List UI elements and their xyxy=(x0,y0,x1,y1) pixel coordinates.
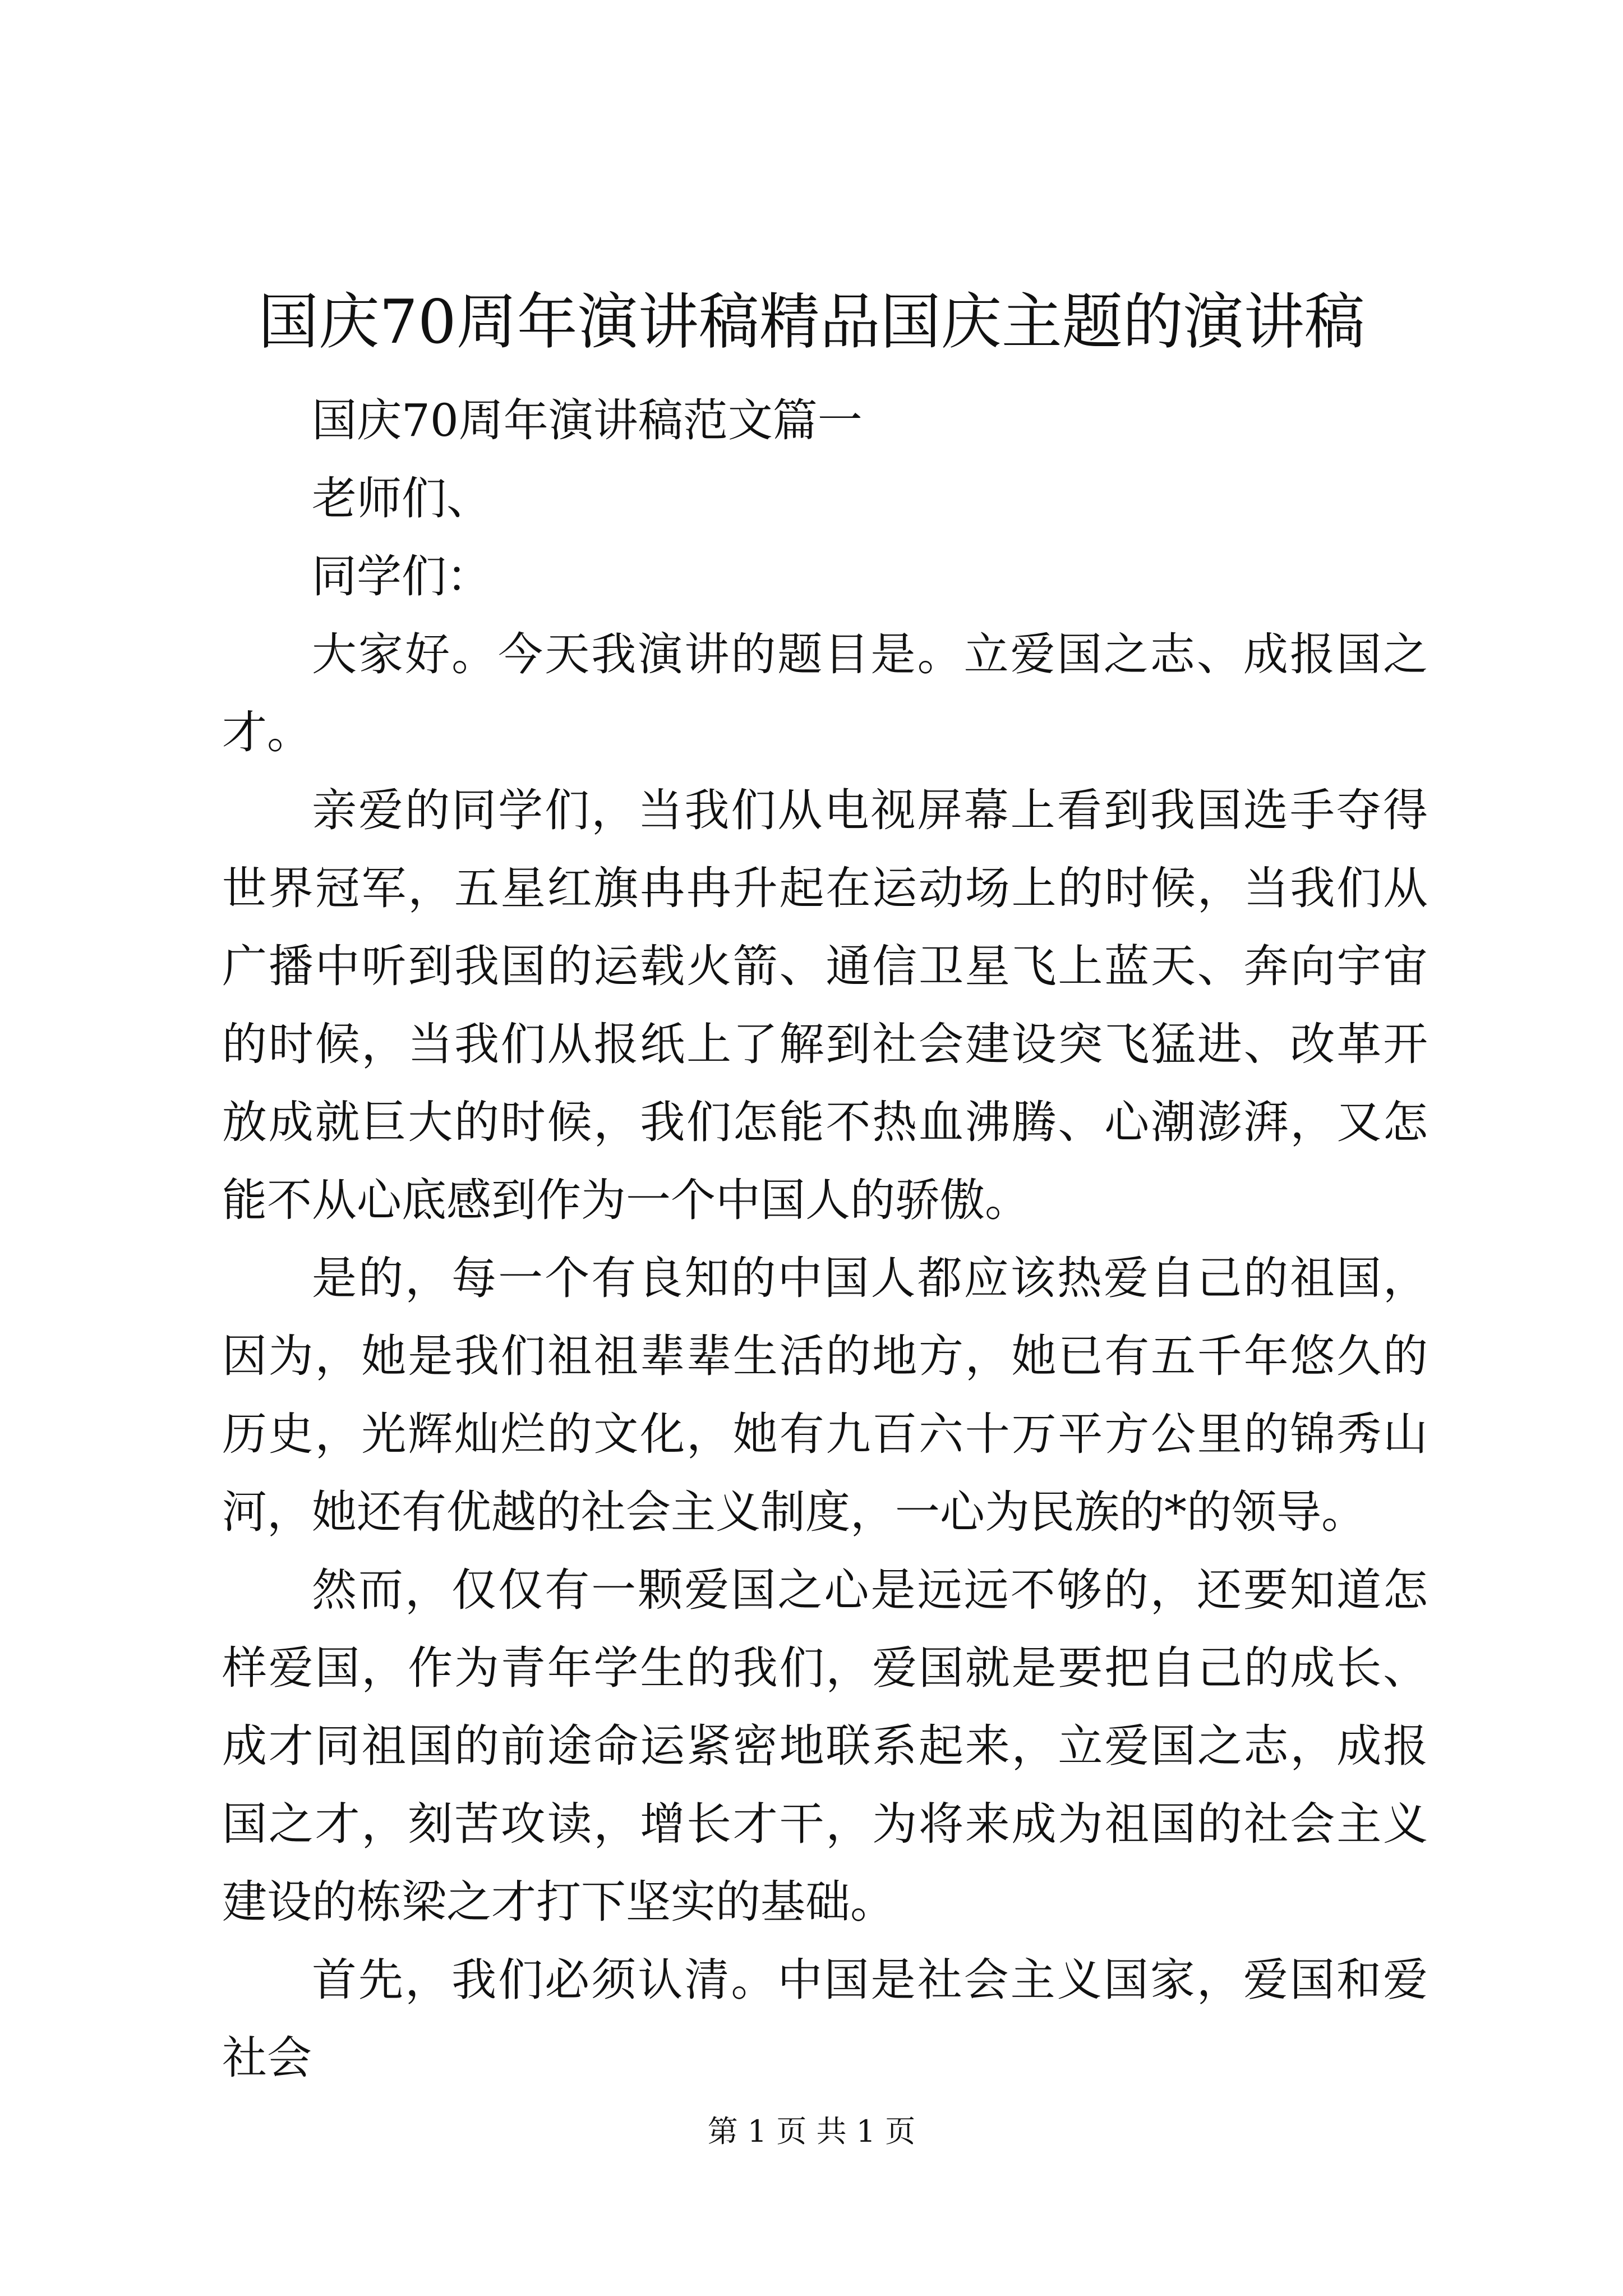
page-footer: 第 1 页 共 1 页 xyxy=(707,2114,916,2149)
document-title: 国庆70周年演讲稿精品国庆主题的演讲稿 xyxy=(258,287,1365,357)
paragraph-greeting: 大家好。今天我演讲的题目是。立爱国之志、成报国之才。 xyxy=(222,628,1428,758)
subtitle: 国庆70周年演讲稿范文篇一 xyxy=(312,394,863,447)
paragraph-pride: 亲爱的同学们，当我们从电视屏幕上看到我国选手夺得世界冠军，五星红旗冉冉升起在运动场上的时候，当我们从广播中听到我国的运载火箭、通信卫星飞上蓝天、奔向宇宙的时候，当我们从报纸上了解到社会建设突飞猛进、改革开放成就巨大的时候，我们怎能不热血沸腾、心潮澎湃，又怎能不从心底感到作为一个中国人的骄傲。 xyxy=(222,784,1428,1226)
paragraph-first: 首先，我们必须认清。中国是社会主义国家，爱国和爱社会 xyxy=(222,1954,1428,2084)
document-body xyxy=(222,381,1428,2097)
paragraph-how-to-love: 然而，仅仅有一颗爱国之心是远远不够的，还要知道怎样爱国，作为青年学生的我们，爱国就是要把自己的成长、成才同祖国的前途命运紧密地联系起来，立爱国之志，成报国之才，刻苦攻读，增长才干，为将来成为祖国的社会主义建设的栋梁之才打下坚实的基础。 xyxy=(222,1564,1428,1928)
salutation-students: 同学们： xyxy=(312,550,491,602)
paragraph-love-motherland: 是的，每一个有良知的中国人都应该热爱自己的祖国，因为，她是我们祖祖辈辈生活的地方，她已有五千年悠久的历史，光辉灿烂的文化，她有九百六十万平方公里的锦秀山河，她还有优越的社会主义制度，一心为民族的*的领导。 xyxy=(222,1252,1428,1538)
salutation-teachers: 老师们、 xyxy=(312,472,491,524)
